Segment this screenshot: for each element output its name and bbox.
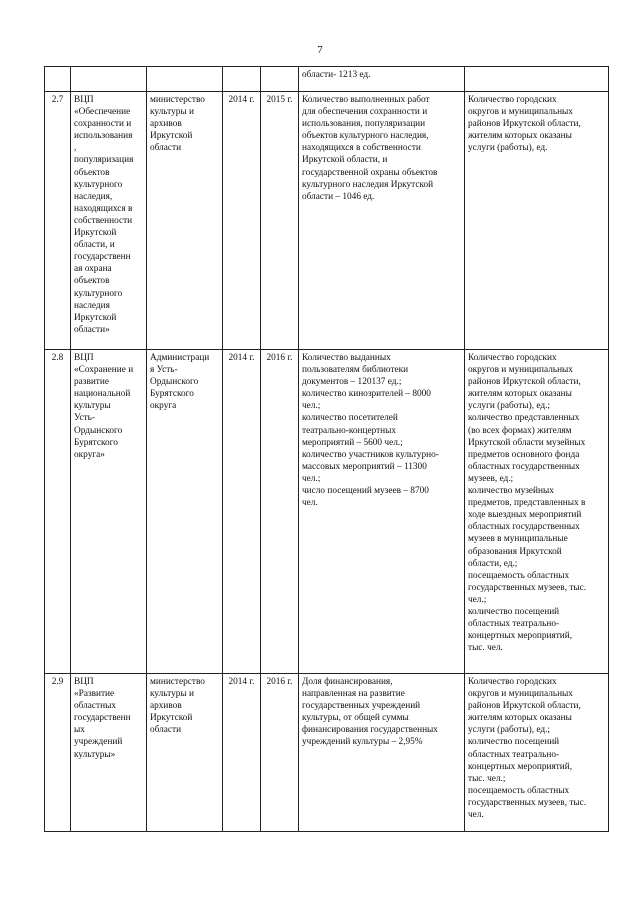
program-name: ВЦП «Сохранение и развитие национальной культуры Усть- Ордынского Бурятского округа» bbox=[71, 350, 147, 674]
program-name: ВЦП «Развитие областных государственн ых учреждений культуры» bbox=[71, 674, 147, 832]
indicators: области- 1213 ед. bbox=[299, 67, 465, 92]
executor: Администраци я Усть- Ордынского Бурятского округа bbox=[147, 350, 223, 674]
end-year bbox=[261, 67, 299, 92]
start-year: 2014 г. bbox=[223, 92, 261, 350]
table-row-2-9 bbox=[45, 674, 609, 832]
end-year: 2016 г. bbox=[261, 350, 299, 674]
row-number: 2.8 bbox=[45, 350, 71, 674]
indicators: Количество выполненных работ для обеспечения сохранности и использования, популяризации объектов культурного наследия, находящихся в собственности Иркутской области, и государственной охраны объектов культурного наследия Иркутской области – 1046 ед. bbox=[299, 92, 465, 350]
executor bbox=[147, 67, 223, 92]
executor: министерство культуры и архивов Иркутской области bbox=[147, 92, 223, 350]
table-row-continuation bbox=[45, 67, 609, 92]
start-year: 2014 г. bbox=[223, 674, 261, 832]
indicators: Количество выданных пользователям библиотеки документов – 120137 ед.; количество кинозрителей – 8000 чел.; количество посетителей театрально-концертных мероприятий – 5600 чел.; количество участников культурно- массовых мероприятий – 11300 чел.; число посещений музеев – 8700 чел. bbox=[299, 350, 465, 674]
program-table bbox=[44, 66, 609, 832]
page-number: 7 bbox=[317, 44, 323, 56]
start-year bbox=[223, 67, 261, 92]
indicators: Доля финансирования, направленная на развитие государственных учреждений культуры, от общей суммы финансирования государственных учреждений культуры – 2,95% bbox=[299, 674, 465, 832]
executor: министерство культуры и архивов Иркутской области bbox=[147, 674, 223, 832]
target-indicators: Количество городских округов и муниципальных районов Иркутской области, жителям которых оказаны услуги (работы), ед.; количество представленных (во всех формах) жителям Иркутской области музейных предметов основного фонда областных государственных музеев, ед.; количество музейных предметов, представленных в ходе выездных мероприятий областных государственных музеев в муниципальные образования Иркутской области, ед.; посещаемость областных государственных музеев, тыс. чел.; количество посещений областных театрально- концертных мероприятий, тыс. чел. bbox=[465, 350, 609, 674]
start-year: 2014 г. bbox=[223, 350, 261, 674]
table-row-2-7 bbox=[45, 92, 609, 350]
table-row-2-8 bbox=[45, 350, 609, 674]
target-indicators: Количество городских округов и муниципальных районов Иркутской области, жителям которых оказаны услуги (работы), ед. bbox=[465, 92, 609, 350]
program-name bbox=[71, 67, 147, 92]
target-indicators: Количество городских округов и муниципальных районов Иркутской области, жителям которых оказаны услуги (работы), ед.; количество посещений областных театрально- концертных мероприятий, тыс. чел.; посещаемость областных государственных музеев, тыс. чел. bbox=[465, 674, 609, 832]
row-number: 2.9 bbox=[45, 674, 71, 832]
target-indicators bbox=[465, 67, 609, 92]
program-name: ВЦП «Обеспечение сохранности и использования , популяризация объектов культурного наследия, находящихся в собственности Иркутской области, и государственн ая охрана объектов культурного наследия Иркутской области» bbox=[71, 92, 147, 350]
end-year: 2016 г. bbox=[261, 674, 299, 832]
row-number bbox=[45, 67, 71, 92]
end-year: 2015 г. bbox=[261, 92, 299, 350]
row-number: 2.7 bbox=[45, 92, 71, 350]
